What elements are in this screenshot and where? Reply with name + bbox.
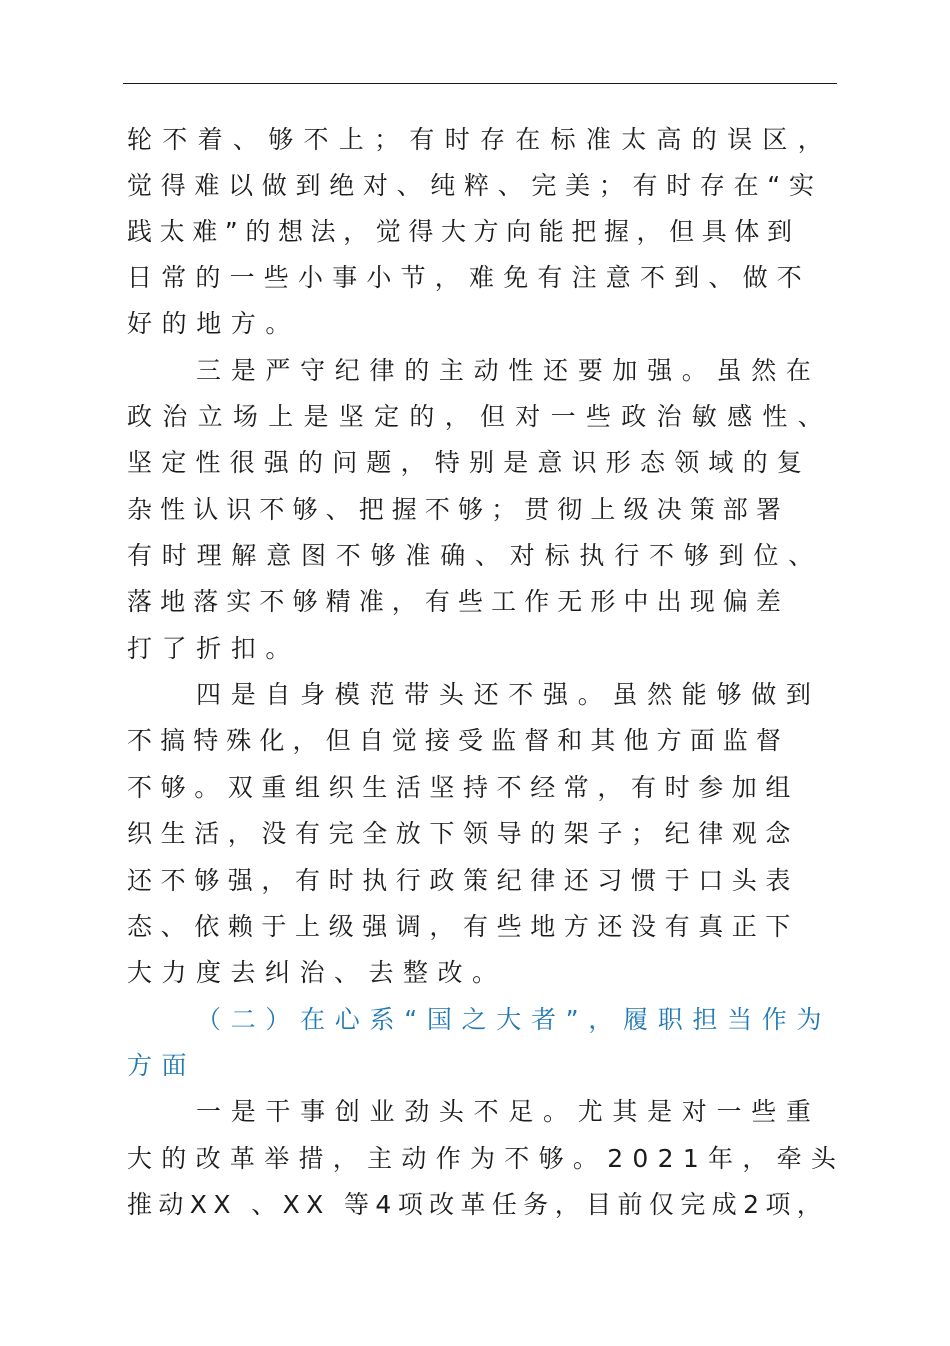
body-line-1: 轮不着、够不上；有时存在标准太高的误区， <box>127 125 834 154</box>
body-line-14: 不搞特殊化，但自觉接受监督和其他方面监督 <box>127 726 790 755</box>
body-line-5: 好的地方。 <box>127 309 301 338</box>
header-rule <box>123 83 837 84</box>
body-line-7: 政治立场上是坚定的，但对一些政治敏感性、 <box>127 402 834 431</box>
paragraph-lead-3: 三是严守纪律的主动性还要加强。虽然在 <box>196 356 821 385</box>
body-line-8: 坚定性很强的问题，特别是意识形态领域的复 <box>127 448 812 477</box>
body-line-2: 觉得难以做到绝对、纯粹、完美；有时存在“实 <box>127 171 823 200</box>
paragraph-lead-1: 一是干事创业劲头不足。尤其是对一些重 <box>196 1097 821 1126</box>
paragraph-lead-4: 四是自身模范带头还不强。虽然能够做到 <box>196 680 821 709</box>
body-line-24: 推动XX 、XX 等4项改革任务，目前仅完成2项， <box>127 1190 829 1219</box>
section-heading: （二）在心系“国之大者”，履职担当作为 <box>196 1005 832 1034</box>
body-line-10: 有时理解意图不够准确、对标执行不够到位、 <box>127 541 824 570</box>
body-line-3: 践太难”的想法，觉得大方向能把握，但具体到 <box>127 217 800 246</box>
body-line-4: 日常的一些小事小节，难免有注意不到、做不 <box>127 263 812 292</box>
section-heading-cont: 方面 <box>127 1051 197 1080</box>
body-line-15: 不够。双重组织生活坚持不经常，有时参加组 <box>127 773 800 802</box>
body-line-17: 还不够强，有时执行政策纪律还习惯于口头表 <box>127 866 800 895</box>
body-line-12: 打了折扣。 <box>127 634 301 663</box>
body-line-23: 大的改革举措，主动作为不够。2021年，牵头 <box>127 1144 846 1173</box>
body-line-16: 织生活，没有完全放下领导的架子；纪律观念 <box>127 819 800 848</box>
body-line-11: 落地落实不够精准，有些工作无形中出现偏差 <box>127 587 790 616</box>
body-line-9: 杂性认识不够、把握不够；贯彻上级决策部署 <box>127 495 790 524</box>
body-line-18: 态、依赖于上级强调，有些地方还没有真正下 <box>127 912 800 941</box>
body-line-19: 大力度去纠治、去整改。 <box>127 958 507 987</box>
